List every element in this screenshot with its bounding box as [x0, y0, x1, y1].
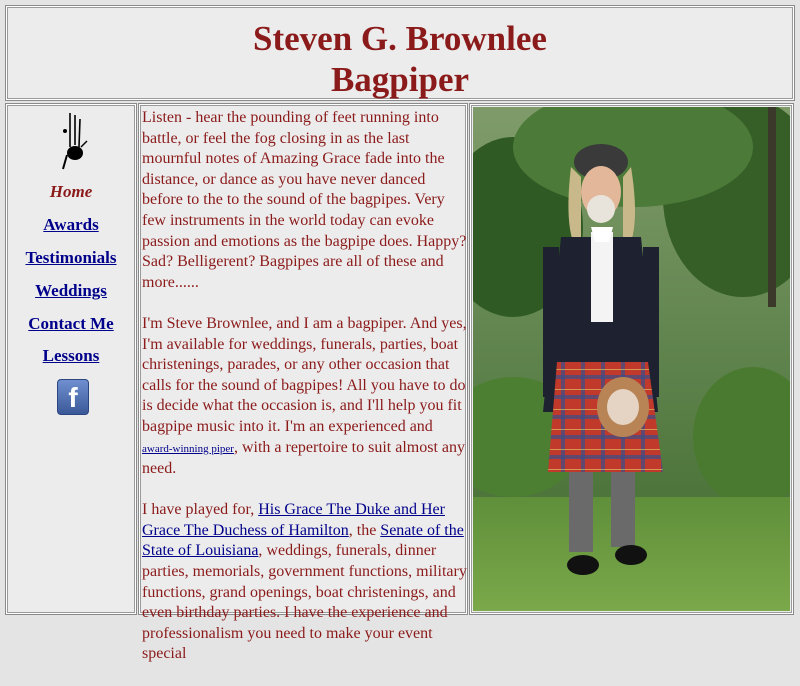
photo-panel: [469, 103, 794, 615]
about-text-end: , with a repertoire to suit almost any need.: [142, 438, 466, 478]
bagpiper-photo: [473, 107, 790, 611]
nav-lessons[interactable]: Lessons: [42, 346, 100, 365]
nav-home[interactable]: Home: [49, 182, 93, 201]
site-subtitle: Bagpiper: [330, 60, 470, 99]
nav-panel: [5, 103, 137, 615]
content-panel: [138, 103, 468, 663]
played-for-paragraph: [142, 500, 467, 665]
louisiana-senate-link[interactable]: Senate of the State of Louisiana: [142, 521, 464, 560]
about-paragraph: [142, 314, 467, 480]
nav-contact-me[interactable]: Contact Me: [28, 314, 114, 333]
nav-weddings[interactable]: Weddings: [35, 281, 107, 300]
content-text: [142, 108, 467, 686]
facebook-icon[interactable]: f: [57, 379, 89, 415]
nav-awards[interactable]: Awards: [43, 215, 99, 234]
played-for-text-end: , weddings, funerals, dinner parties, memorials, government functions, military functions, grand openings, boat christenings, and even birthday parties. I have the experience and professionalism you need to make your event special: [142, 542, 467, 663]
intro-paragraph: Listen - hear the pounding of feet running into battle, or feel the fog closing in as the last mournful notes of Amazing Grace fade into the distance, or dance as you have never danced before to the to the sound of the bagpipes. Very few instruments in the world today can evoke passion and emotions as the bagpipe does. Happy? Sad? Belligerent? Bagpipes are all of these and more......: [142, 109, 467, 291]
about-text: I'm Steve Brownlee, and I am a bagpiper. And yes, I'm available for weddings, funerals, parties, boat christenings, parades, or any other occasion that calls for the sound of bagpipes! All you have to do is decide what the occasion is, and I'll help you fit bagpipe music into it. I'm an experienced and: [142, 314, 467, 435]
site-title: Steven G. Brownlee: [253, 19, 547, 58]
award-winning-link[interactable]: award-winning piper: [142, 442, 234, 455]
played-for-text: I have played for,: [142, 501, 259, 519]
nav-testimonials[interactable]: Testimonials: [25, 248, 117, 267]
bagpipe-icon: [61, 111, 89, 171]
duke-duchess-link[interactable]: His Grace The Duke and Her Grace The Duchess of Hamilton: [142, 501, 445, 539]
played-for-sep: , the: [348, 521, 381, 539]
site-header: [5, 5, 795, 101]
